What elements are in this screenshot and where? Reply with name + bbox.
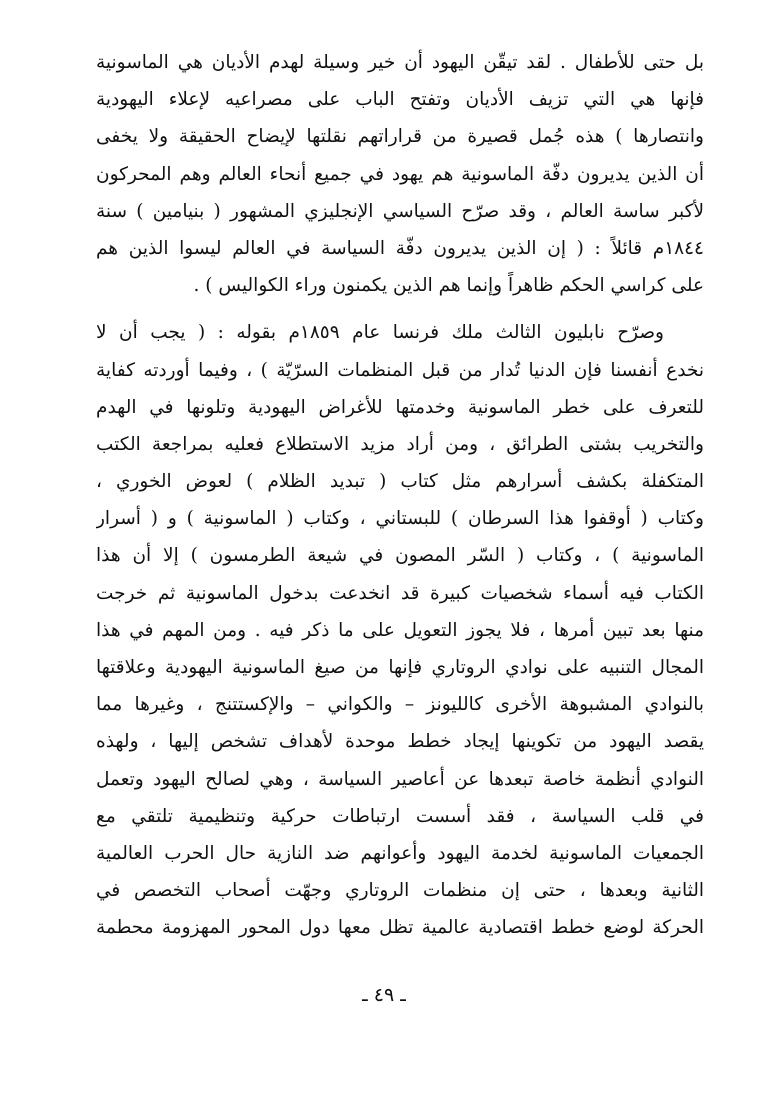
text-line: الحركة لوضع خطط اقتصادية عالمية تظل معها دول المحور المهزومة محطمة [96, 917, 704, 939]
text-line: بل حتى للأطفال . لقد تيقّن اليهود أن خير وسيلة لهدم الأديان هي الماسونية [96, 52, 704, 73]
text-line: وانتصارها ) هذه جُمل قصيرة من قراراتهم نقلتها لإيضاح الحقيقة ولا يخفى [96, 126, 704, 148]
text-line: الكتاب فيه أسماء شخصيات كبيرة قد انخدعت بدخول الماسونية ثم خرجت [96, 582, 704, 604]
text-line: ١٨٤٤م قائلاً : ( إن الذين يديرون دفّة السياسة في العالم ليسوا الذين هم [96, 237, 704, 259]
text-line: المتكفلة بكشف أسرارهم مثل كتاب ( تبديد الظلام ) لعوض الخوري ، [96, 471, 704, 493]
text-line: وصرّح نابليون الثالث ملك فرنسا عام ١٨٥٩م بقوله : ( يجب أن لا [96, 322, 664, 344]
paragraph-2 [96, 314, 704, 946]
text-line: نخدع أنفسنا فإن الدنيا تُدار من قبل المنظمات السرّيّة ) ، وفيما أوردته كفاية [96, 359, 704, 381]
book-page [96, 44, 704, 947]
text-line: والتخريب بشتى الطرائق ، ومن أراد مزيد الاستطلاع فعليه بمراجعة الكتب [96, 433, 704, 455]
text-line: فإنها هي التي تزيف الأديان وتفتح الباب على مصراعيه لإعلاء اليهودية [96, 89, 704, 111]
paragraph-spacer [96, 304, 704, 314]
text-line: بالنوادي المشبوهة الأخرى كالليونز – والكواني – والإكستتنج ، وغيرها مما [96, 694, 704, 716]
text-line: وكتاب ( أوقفوا هذا السرطان ) للبستاني ، وكتاب ( الماسونية ) و ( أسرار [96, 508, 704, 530]
paragraph-1 [96, 44, 704, 304]
text-line: النوادي أنظمة خاصة تبعدها عن أعاصير السياسة ، وهي لصالح اليهود وتعمل [96, 768, 704, 790]
text-line: لأكبر ساسة العالم ، وقد صرّح السياسي الإنجليزي المشهور ( بنيامين ) سنة [96, 200, 704, 222]
text-line: على كراسي الحكم ظاهراً وإنما هم الذين يكمنون وراء الكواليس ) . [193, 275, 704, 297]
text-line: الجمعيات الماسونية لخدمة اليهود وأعوانهم ضد النازية حال الحرب العالمية [96, 842, 704, 864]
text-line: في قلب السياسة ، فقد أسست ارتباطات حركية وتنظيمية تلتقي مع [96, 805, 704, 827]
page-number: ـ ٤٩ ـ [362, 984, 406, 1006]
text-line: الثانية وبعدها ، حتى إن منظمات الروتاري وجهّت أصحاب التخصص في [96, 880, 704, 902]
text-line: المجال التنبيه على نوادي الروتاري فإنها من صيغ الماسونية اليهودية وعلاقتها [96, 657, 704, 678]
text-line: منها بعد تبين أمرها ، فلا يجوز التعويل على ما ذكر فيه . ومن المهم في هذا [96, 619, 704, 641]
text-line: أن الذين يديرون دفّة الماسونية هم يهود في جميع أنحاء العالم وهم المحركون [96, 163, 704, 185]
text-line: الماسونية ) ، وكتاب ( السّر المصون في شيعة الطرمسون ) إلا أن هذا [96, 545, 704, 567]
text-line: يقصد اليهود من تكوينها إيجاد خطط موحدة لأهداف تشخص إليها ، ولهذه [96, 731, 704, 753]
text-line: للتعرف على خطر الماسونية وخدمتها للأغراض اليهودية وتلونها في الهدم [96, 396, 704, 418]
